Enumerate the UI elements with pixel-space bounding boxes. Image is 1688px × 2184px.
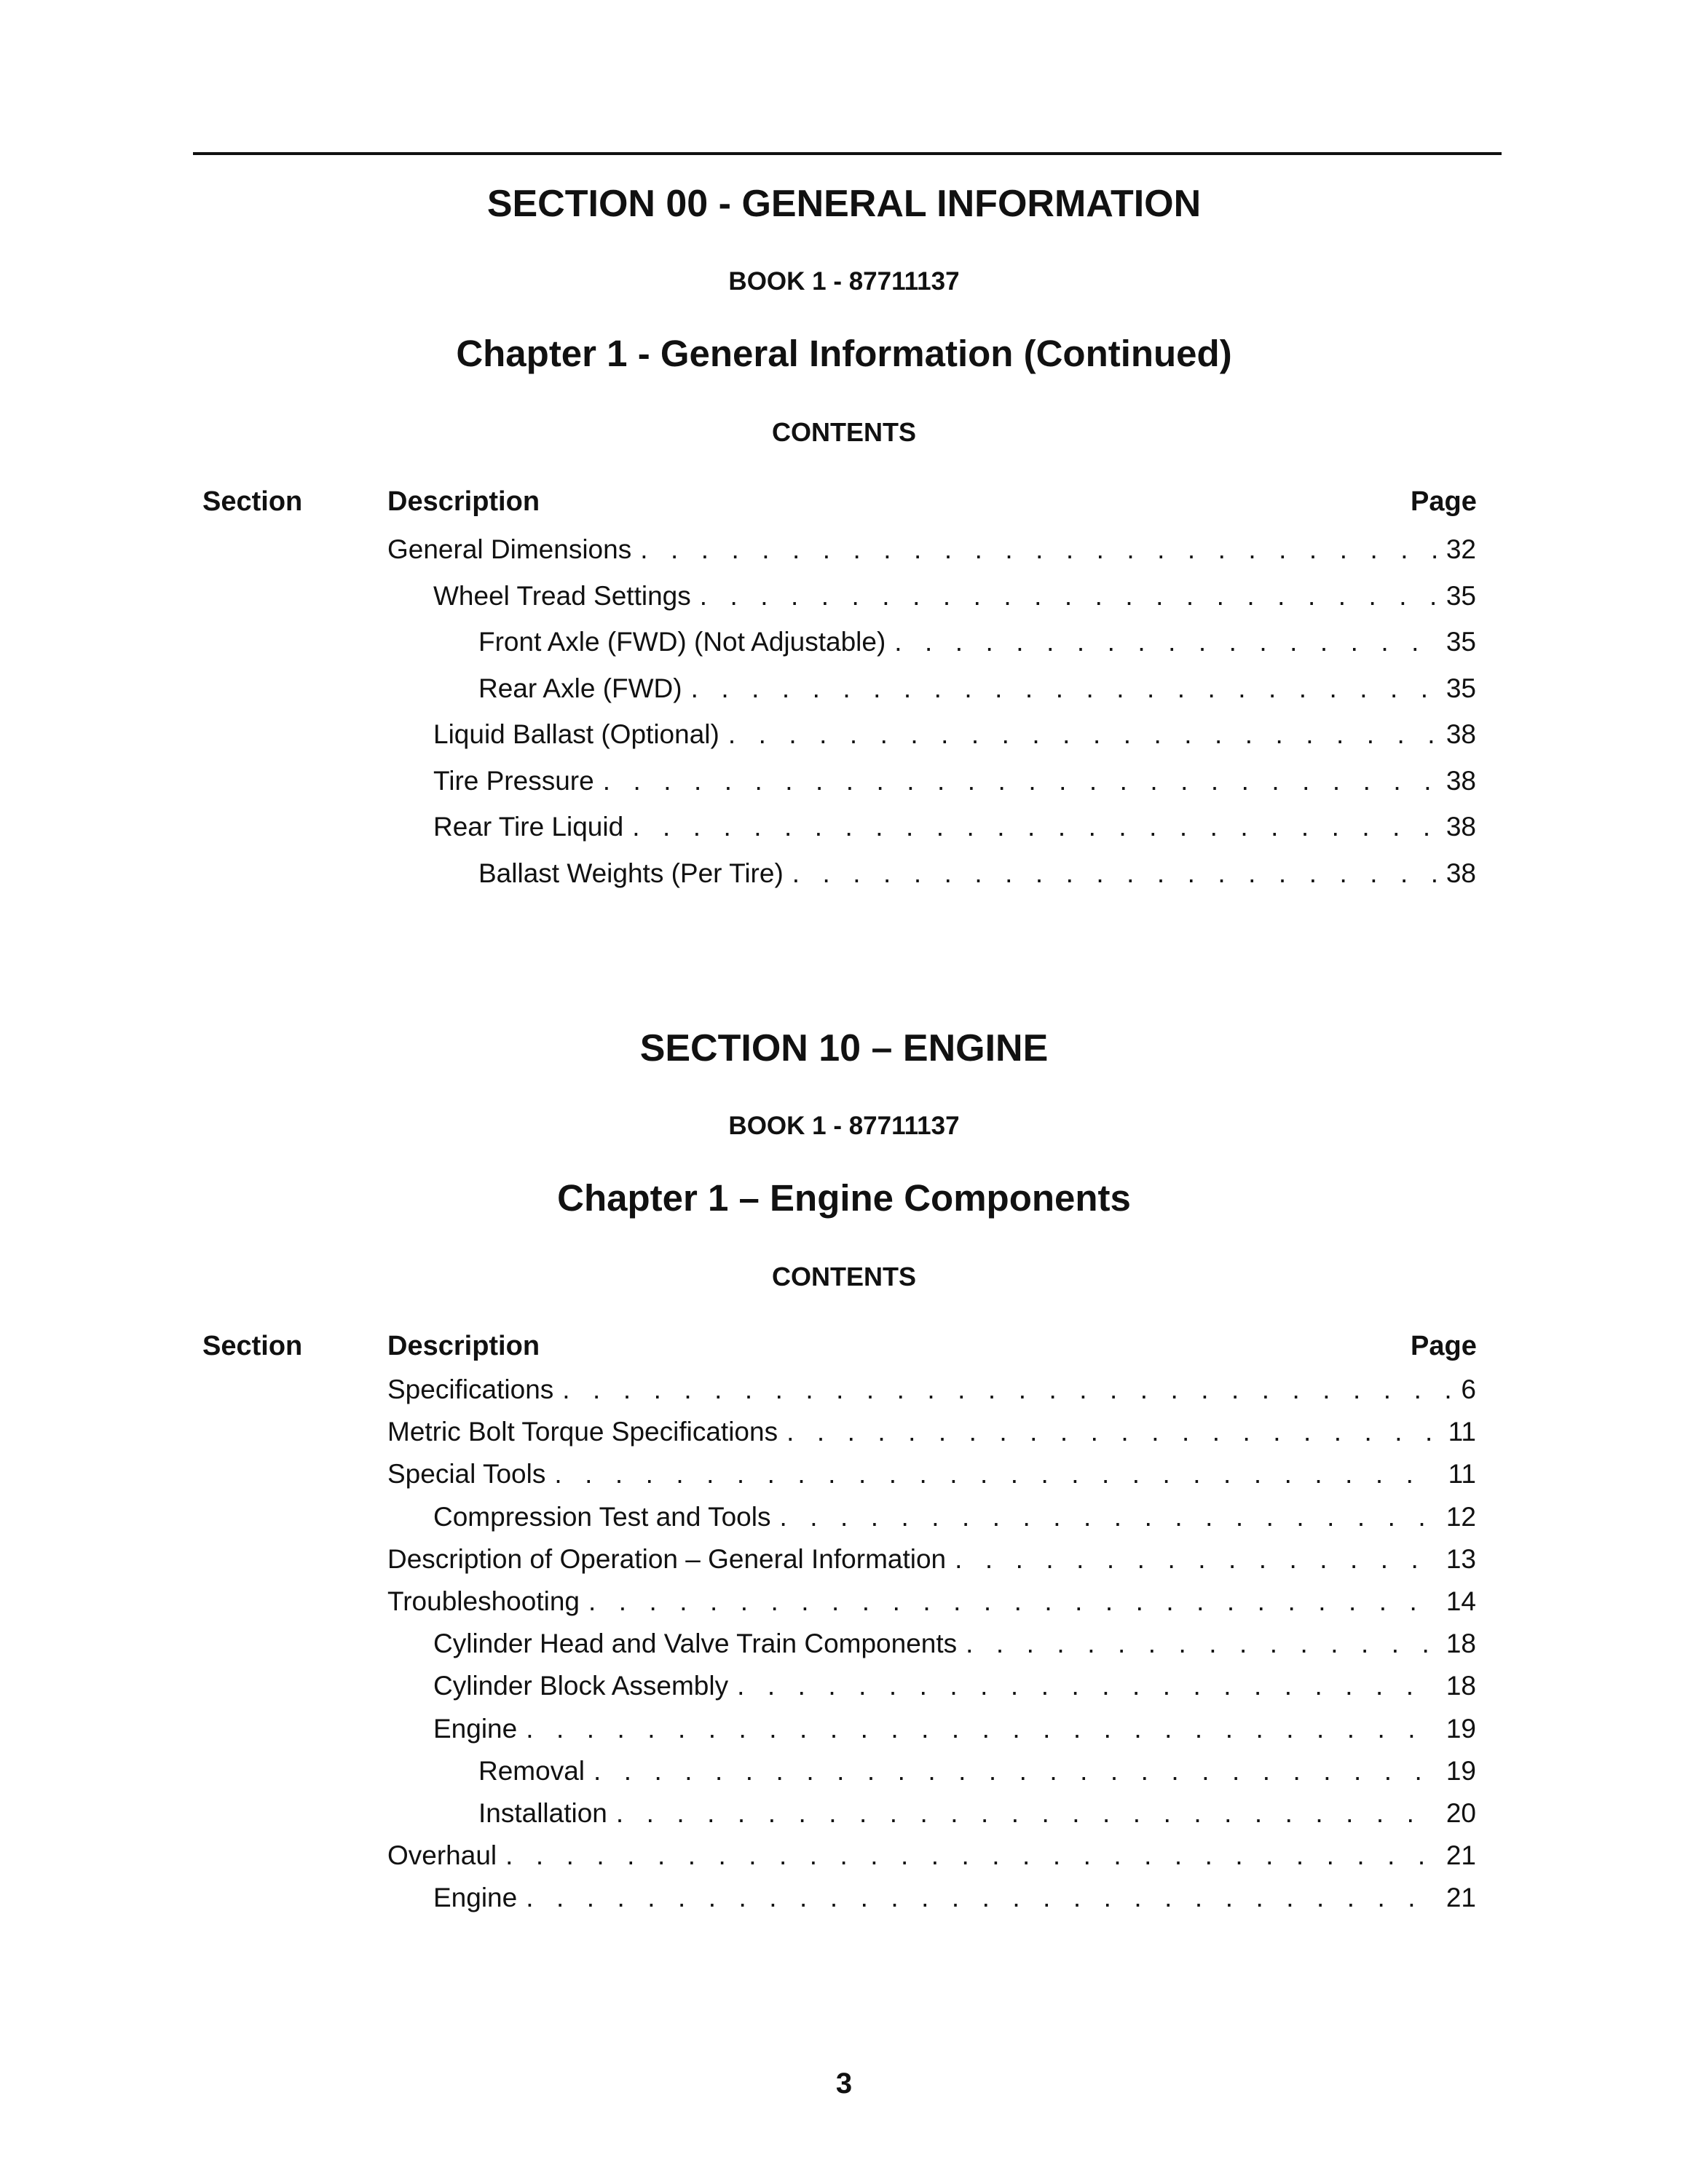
toc-entry-page: 19: [1446, 1755, 1476, 1786]
chapter-title: Chapter 1 – Engine Components: [557, 1177, 1131, 1219]
book-number: BOOK 1 - 87711137: [728, 1112, 960, 1140]
toc-entry-description: General Dimensions: [387, 534, 632, 564]
column-header-page: Page: [1411, 486, 1477, 517]
top-rule: [193, 152, 1502, 155]
toc-entry-page: 38: [1446, 812, 1476, 842]
section-title: SECTION 10 – ENGINE: [639, 1027, 1049, 1069]
column-header-section: Section: [202, 486, 303, 517]
dot-leader: [526, 1711, 1436, 1747]
dot-leader: [955, 1541, 1436, 1578]
dot-leader: [700, 578, 1436, 614]
toc-entry-page: 35: [1446, 580, 1476, 611]
toc-entry: [433, 1626, 1476, 1662]
toc-entry-page: 11: [1448, 1417, 1476, 1447]
toc-entry-description: Installation: [478, 1798, 607, 1828]
toc-entry: [433, 578, 1476, 614]
column-header-page: Page: [1411, 1331, 1477, 1361]
toc-entry-page: 18: [1446, 1671, 1476, 1701]
toc-entry-page: 11: [1448, 1459, 1476, 1489]
dot-leader: [588, 1583, 1436, 1620]
toc-entry-description: Wheel Tread Settings: [433, 580, 691, 611]
toc-entry: [387, 1456, 1476, 1492]
toc-entry-page: 32: [1446, 534, 1476, 564]
toc-entry: [433, 809, 1476, 845]
toc-entry-description: Removal: [478, 1755, 585, 1786]
toc-entry: [387, 1583, 1476, 1620]
toc-entry: [387, 1837, 1476, 1874]
toc-entry: [478, 1753, 1476, 1789]
toc-entry: [433, 1499, 1476, 1535]
toc-entry: [433, 763, 1476, 799]
toc-entry-description: Troubleshooting: [387, 1586, 580, 1616]
toc-entry-page: 21: [1446, 1883, 1476, 1913]
toc-entry-description: Description of Operation – General Information: [387, 1543, 947, 1574]
dot-leader: [737, 1668, 1436, 1704]
toc-entry: [433, 1668, 1476, 1704]
toc-entry: [387, 531, 1476, 568]
column-header-section: Section: [202, 1331, 303, 1361]
toc-entry-description: Metric Bolt Torque Specifications: [387, 1417, 778, 1447]
toc-entry: [387, 1372, 1476, 1408]
dot-leader: [554, 1456, 1437, 1492]
toc-entry-page: 38: [1446, 719, 1476, 749]
book-number: BOOK 1 - 87711137: [728, 267, 960, 296]
dot-leader: [894, 624, 1436, 660]
toc-entry-page: 12: [1446, 1501, 1476, 1532]
dot-leader: [505, 1837, 1436, 1874]
dot-leader: [562, 1372, 1451, 1408]
toc-entry-description: Liquid Ballast (Optional): [433, 719, 719, 749]
toc-entry: [478, 1795, 1476, 1832]
toc-entry-description: Cylinder Block Assembly: [433, 1671, 729, 1701]
dot-leader: [966, 1626, 1436, 1662]
toc-entry-description: Cylinder Head and Valve Train Components: [433, 1629, 958, 1659]
toc-entry: [387, 1541, 1476, 1578]
dot-leader: [640, 531, 1436, 568]
dot-leader: [593, 1753, 1436, 1789]
toc-entry-description: Rear Axle (FWD): [478, 673, 682, 703]
toc-entry: [433, 1711, 1476, 1747]
column-header-description: Description: [387, 1331, 540, 1361]
toc-entry: [478, 670, 1476, 707]
toc-entry-page: 6: [1461, 1374, 1476, 1404]
toc-entry-description: Engine: [433, 1883, 518, 1913]
dot-leader: [616, 1795, 1436, 1832]
toc-entry-page: 18: [1446, 1629, 1476, 1659]
toc-entry-page: 21: [1446, 1840, 1476, 1871]
toc-entry: [478, 624, 1476, 660]
toc-entry-page: 35: [1446, 673, 1476, 703]
page-number: 3: [835, 2068, 853, 2100]
dot-leader: [603, 763, 1436, 799]
column-header-description: Description: [387, 486, 540, 517]
toc-entry-page: 20: [1446, 1798, 1476, 1828]
toc-entry-page: 35: [1446, 627, 1476, 657]
dot-leader: [526, 1880, 1436, 1916]
dot-leader: [728, 716, 1436, 753]
toc-entry-description: Ballast Weights (Per Tire): [478, 858, 784, 888]
toc-entry-page: 13: [1446, 1543, 1476, 1574]
chapter-title: Chapter 1 - General Information (Continued): [456, 333, 1232, 374]
toc-entry-description: Specifications: [387, 1374, 554, 1404]
toc-entry-description: Overhaul: [387, 1840, 497, 1871]
toc-entry-description: Compression Test and Tools: [433, 1501, 771, 1532]
dot-leader: [779, 1499, 1435, 1535]
toc-entry-description: Special Tools: [387, 1459, 546, 1489]
toc-entry-page: 14: [1446, 1586, 1476, 1616]
toc-entry-page: 38: [1446, 765, 1476, 796]
toc-entry-page: 19: [1446, 1713, 1476, 1744]
toc-entry-page: 38: [1446, 858, 1476, 888]
contents-label: CONTENTS: [772, 1262, 916, 1291]
section-title: SECTION 00 - GENERAL INFORMATION: [486, 183, 1202, 225]
toc-entry-description: Tire Pressure: [433, 765, 594, 796]
dot-leader: [792, 855, 1436, 892]
dot-leader: [691, 670, 1436, 707]
dot-leader: [632, 809, 1436, 845]
toc-entry: [387, 1414, 1476, 1450]
toc-entry: [478, 855, 1476, 892]
toc-entry-description: Engine: [433, 1713, 518, 1744]
toc-entry: [433, 716, 1476, 753]
contents-label: CONTENTS: [772, 417, 916, 447]
toc-entry-description: Rear Tire Liquid: [433, 812, 624, 842]
toc-entry: [433, 1880, 1476, 1916]
dot-leader: [786, 1414, 1438, 1450]
toc-entry-description: Front Axle (FWD) (Not Adjustable): [478, 627, 886, 657]
